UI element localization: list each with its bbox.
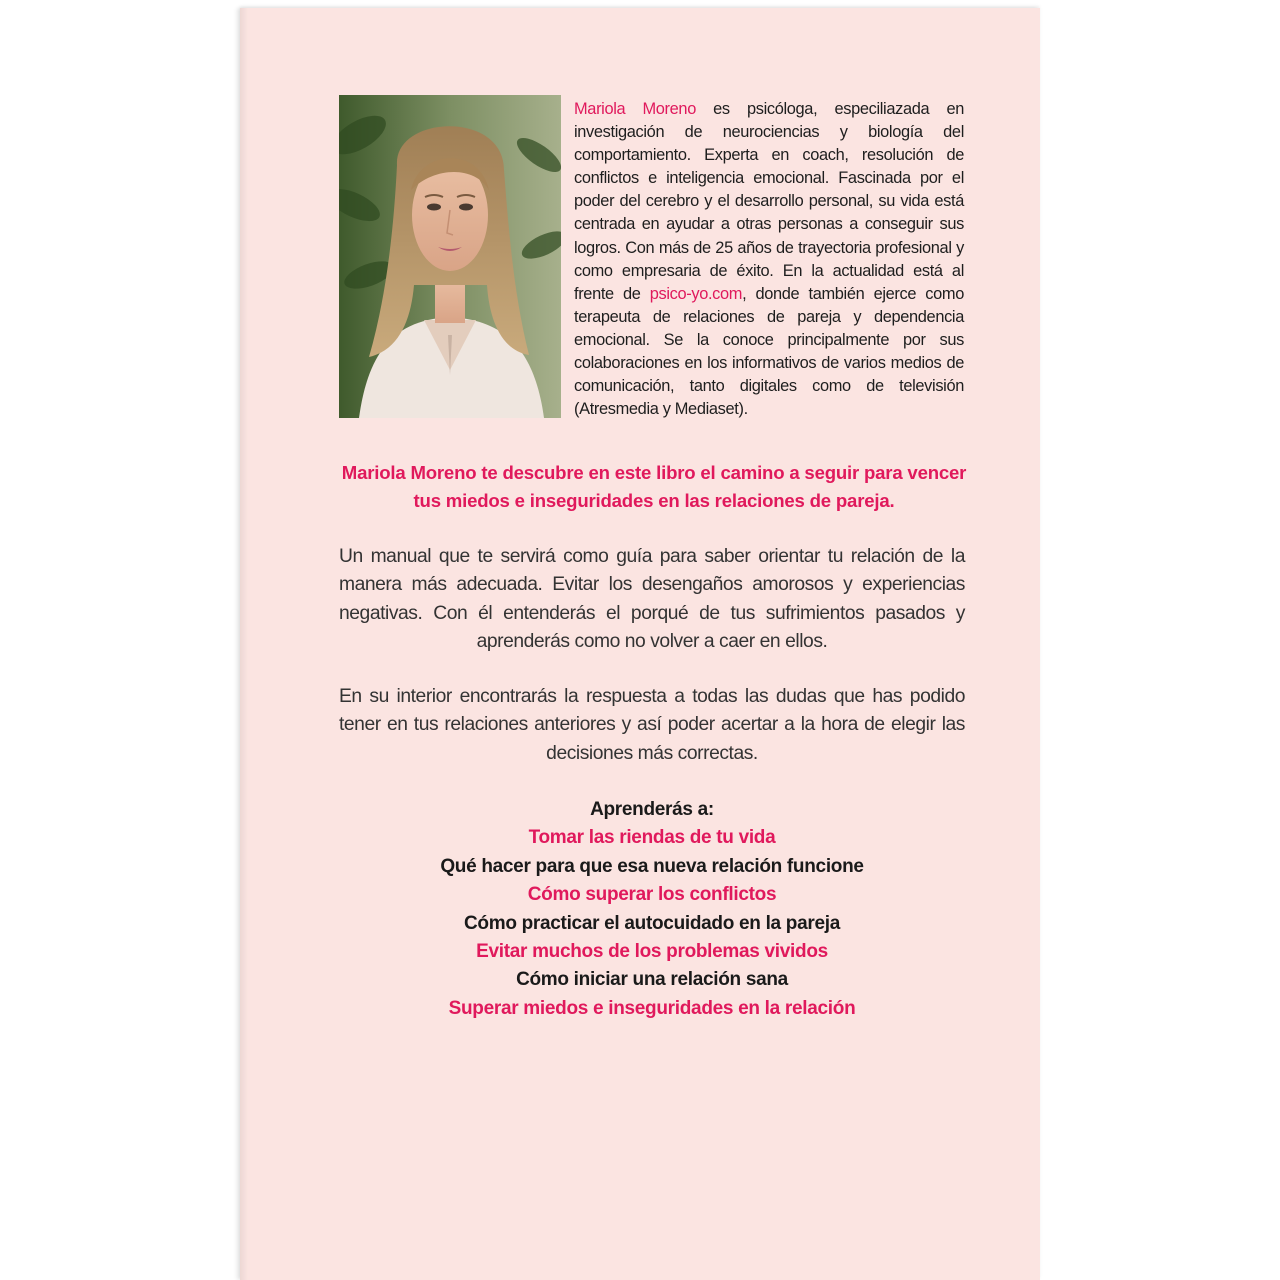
website-link[interactable]: psico-yo.com [649,284,743,303]
description-paragraph-1: Un manual que te servirá como guía para saber orientar tu relación de la manera más adecuada. Evitar los desengaños amorosos y experiencias negativas. Con él entenderás el porqué de tus sufrimientos pasados y aprenderás como no volver a caer en ellos. [339,546,965,652]
learn-item: Qué hacer para que esa nueva relación funcione [440,855,864,877]
book-back-cover [240,8,1040,1280]
author-bio [574,98,964,421]
book-tagline: Mariola Moreno te descubre en este libro el camino a seguir para vencer tus miedos e inseguridades en las relaciones de pareja. [341,462,967,511]
learn-list [339,796,965,1023]
author-photo [339,95,561,418]
bio-text-part-2: , donde también ejerce como terapeuta de relaciones de pareja y dependencia emocional. Se la conoce principalmente por sus colaboraciones en los informativos de varios medios de comunicación, tanto digitales como de televisión (Atresmedia y Mediaset). [574,284,964,419]
learn-item: Cómo iniciar una relación sana [516,969,788,991]
learn-heading: Aprenderás a: [590,799,714,820]
learn-item: Cómo superar los conflictos [527,884,777,906]
author-name: Mariola Moreno [574,100,696,118]
learn-item: Cómo practicar el autocuidado en la pareja [464,912,840,934]
bio-text-part-1: es psicóloga, especiliazada en investigación de neurociencias y biología del comportamiento. Experta en coach, resolución de conflictos e inteligencia emocional. Fascinada por el poder del cerebro y el desarrollo personal, su vida está centrada en ayudar a otras personas a conseguir sus logros. Con más de 25 años de trayectoria profesional y como empresaria de éxito. En la actualidad está al frente de [574,100,964,303]
learn-item: Tomar las riendas de tu vida [528,827,776,849]
learn-item: Superar miedos e inseguridades en la relación [448,997,856,1019]
description-paragraph-2: En su interior encontrarás la respuesta a todas las dudas que has podido tener en tus relaciones anteriores y así poder acertar a la hora de elegir las decisiones más correctas. [339,686,965,764]
learn-item: Evitar muchos de los problemas vividos [476,941,828,963]
